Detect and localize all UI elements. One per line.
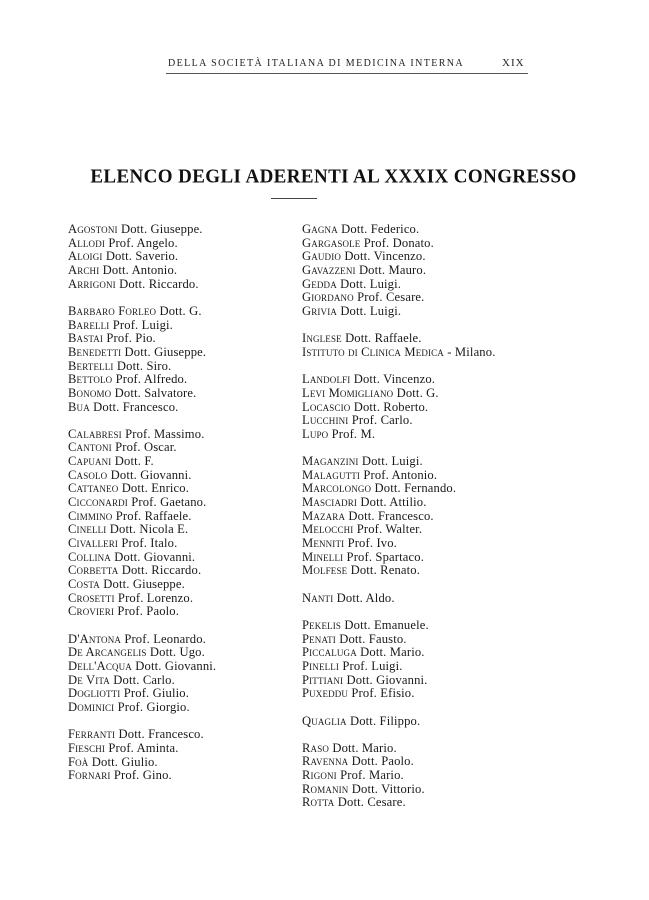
- member-surname: Gedda: [302, 276, 337, 291]
- member-title-and-name: - Milano.: [447, 344, 496, 359]
- member-entry: [68, 687, 298, 701]
- member-title-and-name: Dott. Carlo.: [113, 672, 175, 687]
- member-surname: Arrigoni: [68, 276, 116, 291]
- member-surname: Locascio: [302, 399, 351, 414]
- member-entry: [68, 496, 298, 510]
- member-entry: [68, 278, 298, 292]
- member-surname: Piccaluga: [302, 645, 357, 660]
- member-title-and-name: Dott. Fernando.: [374, 481, 457, 496]
- letter-group: [68, 428, 298, 619]
- letter-group: [302, 742, 552, 810]
- member-surname: Ferranti: [68, 727, 116, 742]
- letter-group: [68, 223, 298, 291]
- member-surname: Quaglia: [302, 713, 347, 728]
- page-title: ELENCO DEGLI ADERENTI AL XXXIX CONGRESSO: [90, 165, 577, 188]
- member-title-and-name: Prof. Carlo.: [351, 413, 413, 428]
- member-surname: Giordano: [302, 290, 354, 305]
- member-entry: [68, 742, 298, 756]
- member-surname: Civalleri: [68, 536, 119, 551]
- member-entry: [68, 469, 298, 483]
- member-title-and-name: Prof. Luigi.: [112, 317, 173, 332]
- member-surname: Istituto di Clinica Medica: [302, 344, 444, 359]
- member-title-and-name: Prof. Giorgio.: [117, 699, 190, 714]
- member-entry: [302, 592, 552, 606]
- member-title-and-name: Prof. Aminta.: [108, 740, 179, 755]
- member-surname: Cantoni: [68, 440, 112, 455]
- member-surname: Puxeddu: [302, 686, 349, 701]
- letter-group: [68, 728, 298, 783]
- member-title-and-name: Dott. Mario.: [332, 740, 397, 755]
- member-title-and-name: Dott. Raffaele.: [345, 331, 422, 346]
- member-title-and-name: Prof. Antonio.: [363, 467, 438, 482]
- member-surname: Agostoni: [68, 222, 118, 236]
- member-surname: Landolfi: [302, 372, 351, 387]
- member-title-and-name: Dott. Fausto.: [339, 631, 407, 646]
- member-entry: [302, 250, 552, 264]
- member-title-and-name: Prof. Mario.: [340, 768, 404, 783]
- member-surname: Bettolo: [68, 372, 113, 387]
- member-surname: Marcolongo: [302, 481, 372, 496]
- member-title-and-name: Dott. Siro.: [116, 358, 172, 373]
- member-title-and-name: Dott. Riccardo.: [119, 276, 199, 291]
- member-title-and-name: Dott. Giuseppe.: [103, 577, 185, 592]
- member-title-and-name: Dott. Aldo.: [336, 590, 395, 605]
- member-entry: [302, 523, 552, 537]
- member-title-and-name: Dott. Francesco.: [118, 727, 204, 742]
- member-title-and-name: Dott. Francesco.: [348, 508, 434, 523]
- member-entry: [302, 428, 552, 442]
- member-surname: Pekelis: [302, 617, 342, 632]
- member-entry: [302, 660, 552, 674]
- member-entry: [302, 619, 552, 633]
- member-surname: Cattaneo: [68, 481, 119, 496]
- header-rule: [166, 73, 528, 74]
- member-surname: Dell'Acqua: [68, 658, 132, 673]
- member-title-and-name: Dott. Vincenzo.: [353, 372, 436, 387]
- left-column-members-list: [68, 223, 298, 796]
- right-column-members-list: [302, 223, 552, 824]
- member-entry: [302, 346, 552, 360]
- member-entry: [302, 783, 552, 797]
- member-title-and-name: Dott. Francesco.: [93, 399, 179, 414]
- member-surname: Bua: [68, 399, 90, 414]
- member-entry: [68, 223, 298, 237]
- member-entry: [68, 701, 298, 715]
- member-surname: Melocchi: [302, 522, 354, 537]
- member-title-and-name: Prof. Pio.: [106, 331, 156, 346]
- member-entry: [302, 414, 552, 428]
- member-entry: [302, 769, 552, 783]
- member-entry: [68, 523, 298, 537]
- member-entry: [68, 482, 298, 496]
- letter-group: [302, 455, 552, 578]
- member-title-and-name: Dott. Roberto.: [353, 399, 429, 414]
- member-title-and-name: Dott. Giuseppe.: [124, 344, 207, 359]
- member-title-and-name: Dott. Giovanni.: [346, 672, 428, 687]
- member-surname: De Arcangelis: [68, 645, 147, 660]
- member-surname: Molfese: [302, 563, 348, 578]
- member-surname: Inglese: [302, 331, 342, 346]
- member-surname: Cinelli: [68, 522, 107, 537]
- member-entry: [68, 578, 298, 592]
- member-surname: Ravenna: [302, 754, 349, 769]
- member-entry: [68, 360, 298, 374]
- letter-group: [302, 332, 552, 359]
- member-title-and-name: Prof. Luigi.: [342, 658, 403, 673]
- member-surname: Gavazzeni: [302, 262, 356, 277]
- member-surname: Nanti: [302, 590, 334, 605]
- member-entry: [302, 373, 552, 387]
- member-title-and-name: Prof. Leonardo.: [124, 631, 206, 646]
- member-title-and-name: Prof. Walter.: [356, 522, 423, 537]
- member-entry: [302, 482, 552, 496]
- member-entry: [68, 564, 298, 578]
- member-surname: Minelli: [302, 549, 344, 564]
- member-surname: Foà: [68, 754, 89, 769]
- member-surname: De Vita: [68, 672, 110, 687]
- member-entry: [302, 291, 552, 305]
- member-surname: Corbetta: [68, 563, 119, 578]
- member-title-and-name: Dott. Giovanni.: [135, 658, 217, 673]
- member-title-and-name: Prof. Italo.: [121, 536, 178, 551]
- member-surname: Dominici: [68, 699, 115, 714]
- member-title-and-name: Dott. Giovanni.: [114, 549, 196, 564]
- member-entry: [68, 332, 298, 346]
- member-entry: [302, 387, 552, 401]
- member-title-and-name: Prof. M.: [331, 426, 376, 441]
- member-surname: Collina: [68, 549, 111, 564]
- member-surname: Lucchini: [302, 413, 349, 428]
- member-surname: Pinelli: [302, 658, 340, 673]
- member-entry: [68, 387, 298, 401]
- member-surname: Pittiani: [302, 672, 344, 687]
- member-title-and-name: Dott. Filippo.: [349, 713, 421, 728]
- member-entry: [302, 305, 552, 319]
- member-surname: Lupo: [302, 426, 329, 441]
- member-entry: [68, 373, 298, 387]
- member-title-and-name: Dott. Renato.: [350, 563, 421, 578]
- member-title-and-name: Dott. Luigi.: [340, 276, 402, 291]
- member-surname: Fornari: [68, 768, 111, 783]
- member-entry: [302, 401, 552, 415]
- member-surname: Penati: [302, 631, 336, 646]
- member-title-and-name: Dott. Salvatore.: [114, 385, 197, 400]
- member-title-and-name: Dott. Ugo.: [149, 645, 205, 660]
- member-title-and-name: Dott. F.: [114, 454, 154, 469]
- member-surname: Aloigi: [68, 249, 103, 264]
- member-entry: [302, 223, 552, 237]
- member-title-and-name: Prof. Efisio.: [351, 686, 415, 701]
- member-title-and-name: Dott. Mario.: [360, 645, 425, 660]
- member-title-and-name: Prof. Ivo.: [347, 536, 397, 551]
- member-title-and-name: Dott. Attilio.: [360, 495, 427, 510]
- member-title-and-name: Dott. Vittorio.: [351, 781, 425, 796]
- member-entry: [68, 455, 298, 469]
- member-surname: Archi: [68, 262, 100, 277]
- letter-group: [302, 619, 552, 701]
- member-title-and-name: Dott. Giovanni.: [110, 467, 192, 482]
- member-surname: Gargasole: [302, 235, 361, 250]
- member-title-and-name: Dott. G.: [396, 385, 439, 400]
- member-title-and-name: Dott. Luigi.: [361, 454, 423, 469]
- member-entry: [302, 469, 552, 483]
- member-entry: [68, 250, 298, 264]
- letter-group: [68, 633, 298, 715]
- member-entry: [302, 674, 552, 688]
- member-surname: Rigoni: [302, 768, 337, 783]
- member-surname: Fieschi: [68, 740, 106, 755]
- member-entry: [302, 755, 552, 769]
- member-surname: Costa: [68, 577, 100, 592]
- member-surname: Rotta: [302, 795, 335, 810]
- member-title-and-name: Dott. Mauro.: [358, 262, 427, 277]
- member-surname: Crosetti: [68, 590, 115, 605]
- member-surname: Malagutti: [302, 467, 361, 482]
- member-title-and-name: Dott. Antonio.: [102, 262, 178, 277]
- member-entry: [302, 237, 552, 251]
- member-entry: [302, 715, 552, 729]
- member-title-and-name: Prof. Gaetano.: [131, 495, 207, 510]
- member-entry: [302, 510, 552, 524]
- member-title-and-name: Prof. Donato.: [363, 235, 434, 250]
- member-entry: [68, 305, 298, 319]
- member-surname: Allodi: [68, 235, 105, 250]
- member-surname: Crovieri: [68, 604, 115, 619]
- member-title-and-name: Dott. Nicola E.: [109, 522, 189, 537]
- member-title-and-name: Prof. Paolo.: [117, 604, 180, 619]
- member-surname: Casolo: [68, 467, 108, 482]
- member-title-and-name: Dott. Emanuele.: [344, 617, 429, 632]
- member-title-and-name: Dott. Paolo.: [351, 754, 414, 769]
- letter-group: [68, 305, 298, 414]
- member-entry: [302, 496, 552, 510]
- member-title-and-name: Dott. Riccardo.: [121, 563, 202, 578]
- member-title-and-name: Dott. Saverio.: [105, 249, 179, 264]
- member-entry: [68, 264, 298, 278]
- member-entry: [68, 660, 298, 674]
- member-title-and-name: Dott. Giuseppe.: [120, 222, 203, 236]
- member-entry: [68, 756, 298, 770]
- member-title-and-name: Prof. Angelo.: [108, 235, 178, 250]
- member-surname: Maganzini: [302, 454, 359, 469]
- member-surname: Capuani: [68, 454, 112, 469]
- member-title-and-name: Prof. Raffaele.: [115, 508, 192, 523]
- member-title-and-name: Dott. Luigi.: [340, 303, 402, 318]
- member-title-and-name: Dott. Cesare.: [337, 795, 406, 810]
- member-title-and-name: Prof. Alfredo.: [115, 372, 188, 387]
- member-title-and-name: Dott. Giulio.: [91, 754, 158, 769]
- member-surname: Gaudio: [302, 249, 341, 264]
- member-surname: Levi Momigliano: [302, 385, 394, 400]
- member-entry: [302, 332, 552, 346]
- member-surname: Barbaro Forleo: [68, 303, 157, 318]
- member-entry: [68, 728, 298, 742]
- member-title-and-name: Prof. Lorenzo.: [117, 590, 194, 605]
- member-title-and-name: Dott. G.: [159, 303, 202, 318]
- member-entry: [302, 687, 552, 701]
- member-title-and-name: Prof. Massimo.: [125, 426, 205, 441]
- member-title-and-name: Dott. Federico.: [341, 222, 420, 236]
- member-entry: [302, 455, 552, 469]
- member-surname: Cimmino: [68, 508, 113, 523]
- member-title-and-name: Dott. Vincenzo.: [344, 249, 426, 264]
- member-entry: [68, 646, 298, 660]
- member-entry: [68, 551, 298, 565]
- member-surname: Romanin: [302, 781, 349, 796]
- member-entry: [68, 633, 298, 647]
- member-title-and-name: Dott. Enrico.: [121, 481, 190, 496]
- member-surname: Cicconardi: [68, 495, 128, 510]
- member-entry: [302, 742, 552, 756]
- member-entry: [68, 237, 298, 251]
- member-entry: [68, 346, 298, 360]
- member-surname: Grivia: [302, 303, 337, 318]
- member-entry: [68, 769, 298, 783]
- member-entry: [68, 441, 298, 455]
- member-surname: Barelli: [68, 317, 110, 332]
- member-surname: Raso: [302, 740, 330, 755]
- member-surname: Gagna: [302, 222, 338, 236]
- running-header-title: DELLA SOCIETÀ ITALIANA DI MEDICINA INTERNA: [168, 58, 465, 69]
- member-title-and-name: Prof. Oscar.: [115, 440, 177, 455]
- member-title-and-name: Prof. Gino.: [113, 768, 172, 783]
- page-number: XIX: [502, 57, 525, 69]
- member-entry: [68, 537, 298, 551]
- member-surname: Calabresi: [68, 426, 122, 441]
- letter-group: [302, 223, 552, 319]
- member-title-and-name: Prof. Cesare.: [357, 290, 425, 305]
- member-entry: [68, 592, 298, 606]
- member-entry: [302, 796, 552, 810]
- member-entry: [302, 646, 552, 660]
- member-entry: [302, 264, 552, 278]
- member-title-and-name: Prof. Spartaco.: [346, 549, 424, 564]
- member-surname: Dogliotti: [68, 686, 121, 701]
- member-title-and-name: Prof. Giulio.: [123, 686, 190, 701]
- member-entry: [302, 537, 552, 551]
- member-entry: [68, 674, 298, 688]
- member-surname: Bertelli: [68, 358, 114, 373]
- member-surname: D'Antona: [68, 631, 121, 646]
- member-surname: Bastai: [68, 331, 104, 346]
- title-underline-rule: [271, 198, 317, 199]
- member-entry: [302, 633, 552, 647]
- letter-group: [302, 715, 552, 729]
- member-surname: Benedetti: [68, 344, 122, 359]
- member-entry: [68, 605, 298, 619]
- member-entry: [302, 278, 552, 292]
- member-surname: Menniti: [302, 536, 345, 551]
- member-surname: Bonomo: [68, 385, 112, 400]
- letter-group: [302, 373, 552, 441]
- letter-group: [302, 592, 552, 606]
- member-entry: [68, 428, 298, 442]
- member-entry: [68, 401, 298, 415]
- member-entry: [302, 564, 552, 578]
- member-surname: Mazara: [302, 508, 346, 523]
- member-entry: [68, 510, 298, 524]
- member-surname: Masciadri: [302, 495, 358, 510]
- member-entry: [68, 319, 298, 333]
- member-entry: [302, 551, 552, 565]
